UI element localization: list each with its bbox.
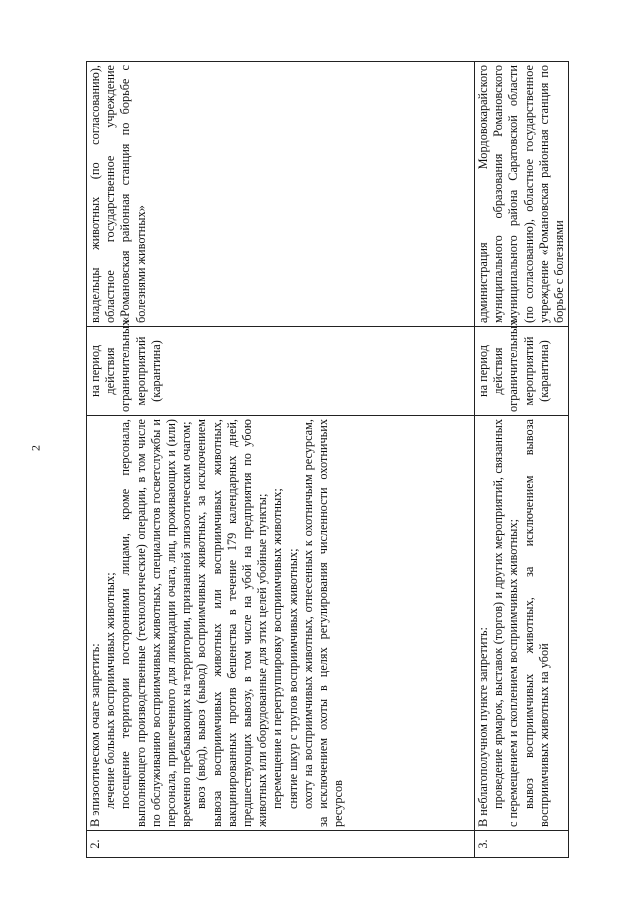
measure-paragraph: В неблагополучном пункте запретить: xyxy=(476,627,490,827)
measure-paragraph: В эпизоотическом очаге запретить: xyxy=(88,643,102,827)
period-cell: на период действия ограничительных мероприятий (карантина) xyxy=(475,327,569,416)
row-number: 2. xyxy=(87,831,475,858)
period-cell: на период действия ограничительных мероприятий (карантина) xyxy=(87,327,475,416)
rotated-page-content xyxy=(86,61,566,858)
measures-cell xyxy=(87,416,475,831)
measures-cell xyxy=(475,416,569,831)
measure-paragraph: перемещение и перегруппировку восприимчивых животных; xyxy=(270,488,285,809)
page-number: 2 xyxy=(28,445,43,451)
measure-paragraph: вывоз восприимчивых животных, за исключением вывоза восприимчивых животных на убой xyxy=(521,419,551,827)
measure-paragraph: охоту на восприимчивых животных, отнесенных к охотничьим ресурсам, за исключением охоты в целях регулирования численности охотничьих ресурсов xyxy=(300,419,346,827)
measure-paragraph: ввоз (ввод), вывоз (вывод) восприимчивых животных, за исключением вывоза восприимчивых животных или восприимчивых животных, вакцинированных против бешенства в течение 179 календарных дней, предшествующих вывозу, в том числе на убой на предприятия по убою животных или оборудованные для этих целей убойные пункты; xyxy=(194,419,270,827)
measure-paragraph: посещение территории посторонними лицами, кроме персонала, выполняющего производственные (технологические) операции, в том числе по обслуживанию восприимчивых животных, специалистов госветслужбы и персонала, привлеченного для ликвидации очага, лиц, проживающих и (или) временно пребывающих на территории, признанной эпизоотическим очагом; xyxy=(118,419,194,827)
measures-table xyxy=(86,61,569,858)
table-row xyxy=(87,62,475,858)
measure-paragraph: снятие шкур с трупов восприимчивых животных; xyxy=(285,548,300,809)
responsible-cell: администрация Мордовокарайского муниципального образования Романовского муниципального района Саратовской области (по согласованию), областное государственное учреждение «Романовская районная станция по борьбе с болезнями xyxy=(475,62,569,327)
row-number: 3. xyxy=(475,831,569,858)
measure-paragraph: лечение больных восприимчивых животных; xyxy=(103,572,118,809)
responsible-cell: владельцы животных (по согласованию), областное государственное учреждение «Романовская районная станция по борьбе с болезнями животных» xyxy=(87,62,475,327)
table-row xyxy=(475,62,569,858)
measure-paragraph: проведение ярмарок, выставок (торгов) и других мероприятий, связанных с перемещением и скоплением восприимчивых животных; xyxy=(491,419,521,827)
